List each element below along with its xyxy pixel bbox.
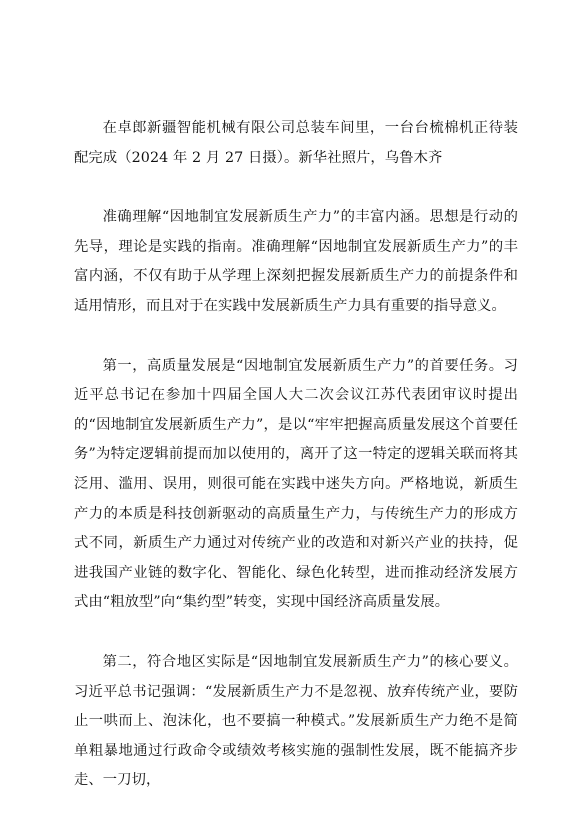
paragraph-first-point: 第一，高质量发展是“因地制宜发展新质生产力”的首要任务。习近平总书记在参加十四届全国人大二次会议江苏代表团审议时提出的“因地制宜发展新质生产力”，是以“牢牢把握高质量发展这个首要任务”为特定逻辑前提而加以使用的，离开了这一特定的逻辑关联而将其泛用、滥用、误用，则很可能在实践中迷失方向。严格地说，新质生产力的本质是科技创新驱动的高质量生产力，与传统生产力的形成方式不同，新质生产力通过对传统产业的改造和对新兴产业的扶持，促进我国产业链的数字化、智能化、绿色化转型，进而推动经济发展方式由“粗放型”向“集约型”转变，实现中国经济高质量发展。 [74,357,518,611]
article-body [74,114,518,796]
photo-caption: 在卓郎新疆智能机械有限公司总装车间里，一台台梳棉机正待装配完成（2024 年 2 月 27 日摄）。新华社照片，乌鲁木齐 [74,120,518,166]
paragraph-intro: 准确理解“因地制宜发展新质生产力”的丰富内涵。思想是行动的先导，理论是实践的指南。准确理解“因地制宜发展新质生产力”的丰富内涵，不仅有助于从学理上深刻把握发展新质生产力的前提条件和适用情形，而且对于在实践中发展新质生产力具有重要的指导意义。 [74,209,518,314]
paragraph-gap [74,618,518,648]
paragraph-gap [74,173,518,203]
paragraph-second-point: 第二，符合地区实际是“因地制宜发展新质生产力”的核心要义。习近平总书记强调：“发展新质生产力不是忽视、放弃传统产业，要防止一哄而上、泡沫化，也不要搞一种模式。”发展新质生产力绝不是简单粗暴地通过行政命令或绩效考核实施的强制性发展，既不能搞齐步走、一刀切， [74,653,518,789]
paragraph-gap [74,322,518,352]
